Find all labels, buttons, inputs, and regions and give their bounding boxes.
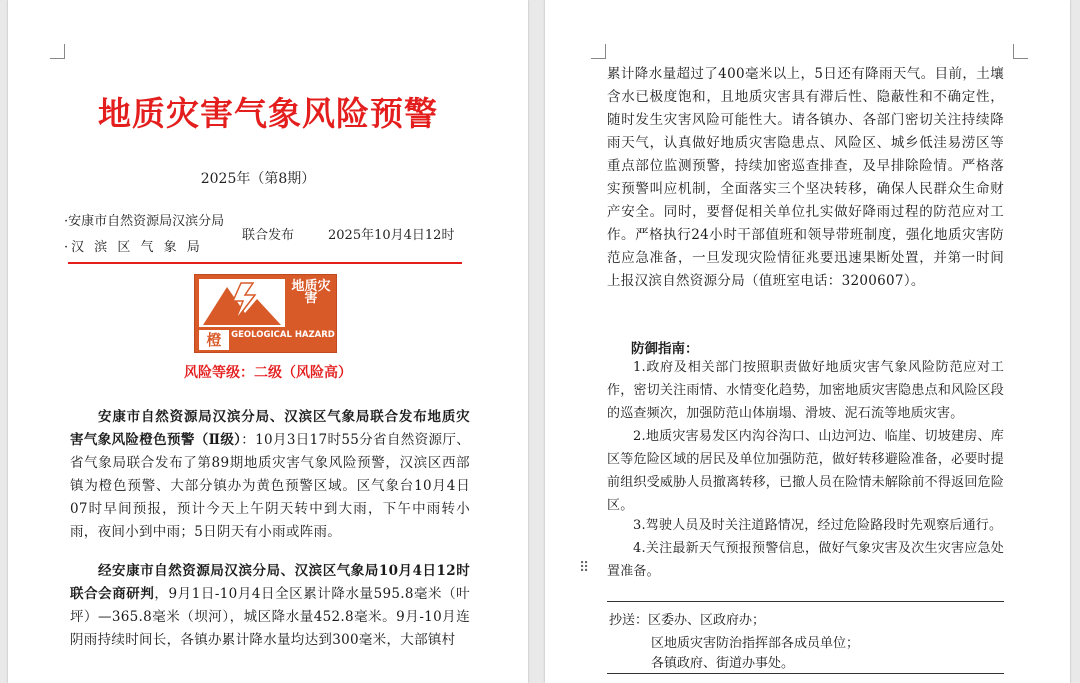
guide-item-3: 3.驾驶人员及时关注道路情况，经过危险路段时先观察后通行。: [633, 518, 1003, 533]
cc-line-2: 各镇政府、街道办事处。: [651, 656, 795, 671]
joint-release-label: 联合发布: [242, 228, 295, 243]
badge-level-char: 橙: [206, 331, 222, 349]
risk-level: 风险等级：二级（风险高）: [184, 365, 352, 381]
document-page-right: [545, 0, 1070, 683]
paragraph-1: [70, 406, 470, 544]
paragraph-1-lead: 安康市自然资源局汉滨分局、汉滨区气象局联合发布地质灾害气象风险橙色预警（Ⅱ级）: [70, 409, 470, 448]
document-title: 地质灾害气象风险预警: [98, 94, 438, 133]
cc-top-rule: [607, 601, 1004, 602]
paragraph-2-lead: 经安康市自然资源局汉滨分局、汉滨区气象局10月4日12时联合会商研判: [70, 563, 470, 602]
paragraph-2: [70, 560, 470, 652]
crop-mark-top-left: [50, 44, 65, 59]
badge-chinese-text: 地质灾害: [291, 279, 331, 306]
badge-level-box: [199, 330, 229, 350]
crop-mark-top-left: [591, 44, 606, 59]
publish-time: 2025年10月4日12时: [328, 228, 455, 243]
document-page-left: [8, 0, 528, 683]
paragraph-2-body: ，9月1日-10月4日全区累计降水量595.8毫米（叶坪）—365.8毫米（坝河），城区降水量452.8毫米。9月-10月连阴雨持续时间长，各镇办累计降水量均达到300毫米，大部镇村: [70, 586, 470, 648]
cc-label: 抄送：区委办、区政府办；: [609, 613, 766, 628]
badge-english-text: GEOLOGICAL HAZARD: [231, 330, 335, 340]
landslide-icon: [199, 279, 285, 327]
paragraph-1-body: ：10月3日17时55分省自然资源厅、省气象局联合发布了第89期地质灾害气象风险预警，汉滨区西部镇为橙色预警、大部分镇办为黄色预警区域。区气象台10月4日07时早间预报，预计今天上午阴天转中到大雨，下午中雨转小雨，夜间小到中雨；5日阴天有小雨或阵雨。: [70, 432, 470, 540]
defense-guide-title: 防御指南：: [631, 341, 699, 357]
cc-bottom-rule: [607, 673, 1004, 674]
guide-item-1: 1.政府及相关部门按照职责做好地质灾害气象风险防范应对工作，密切关注雨情、水情变化趋势，加密地质灾害隐患点和风险区段的巡查频次，加强防范山体崩塌、滑坡、泥石流等地质灾害。: [607, 360, 1004, 421]
guide-item-4: 4.关注最新天气预报预警信息，做好气象灾害及次生灾害应急处置准备。: [607, 541, 1004, 579]
drag-handle-icon[interactable]: ⠿: [579, 560, 590, 576]
cc-line-1: 区地质灾害防治指挥部各成员单位；: [651, 636, 860, 651]
guide-item-2: 2.地质灾害易发区内沟谷沟口、山边河边、临崖、切坡建房、库区等危险区域的居民及单位加强防范，做好转移避险准备，必要时提前组织受威胁人员撤离转移，已撤人员在险情未解除前不得返回危险区。: [607, 429, 1004, 513]
orange-warning-badge: [194, 274, 337, 353]
red-divider: [68, 262, 462, 264]
publisher-line-2: ·汉 滨 区 气 象 局: [64, 240, 203, 255]
publisher-line-1: ·安康市自然资源局汉滨分局: [64, 214, 225, 229]
paragraph-continued: 累计降水量超过了400毫米以上，5日还有降雨天气。目前，土壤含水已极度饱和，且地质灾害具有滞后性、隐蔽性和不确定性，随时发生灾害风险可能性大。请各镇办、各部门密切关注持续降雨天气，认真做好地质灾害隐患点、风险区、城乡低洼易涝区等重点部位监测预警，持续加密巡查排查，及早排除险情。严格落实预警叫应机制，全面落实三个坚决转移，确保人民群众生命财产安全。同时，要督促相关单位扎实做好降雨过程的防范应对工作。严格执行24小时干部值班和领导带班制度，强化地质灾害防范应急准备，一旦发现灾险情征兆要迅速果断处置，并第一时间上报汉滨自然资源分局（值班室电话：3200607）。: [607, 66, 1004, 289]
crop-mark-top-right: [1013, 44, 1028, 59]
badge-chinese-label: [288, 279, 334, 327]
issue-number: 2025年（第8期）: [200, 171, 316, 187]
